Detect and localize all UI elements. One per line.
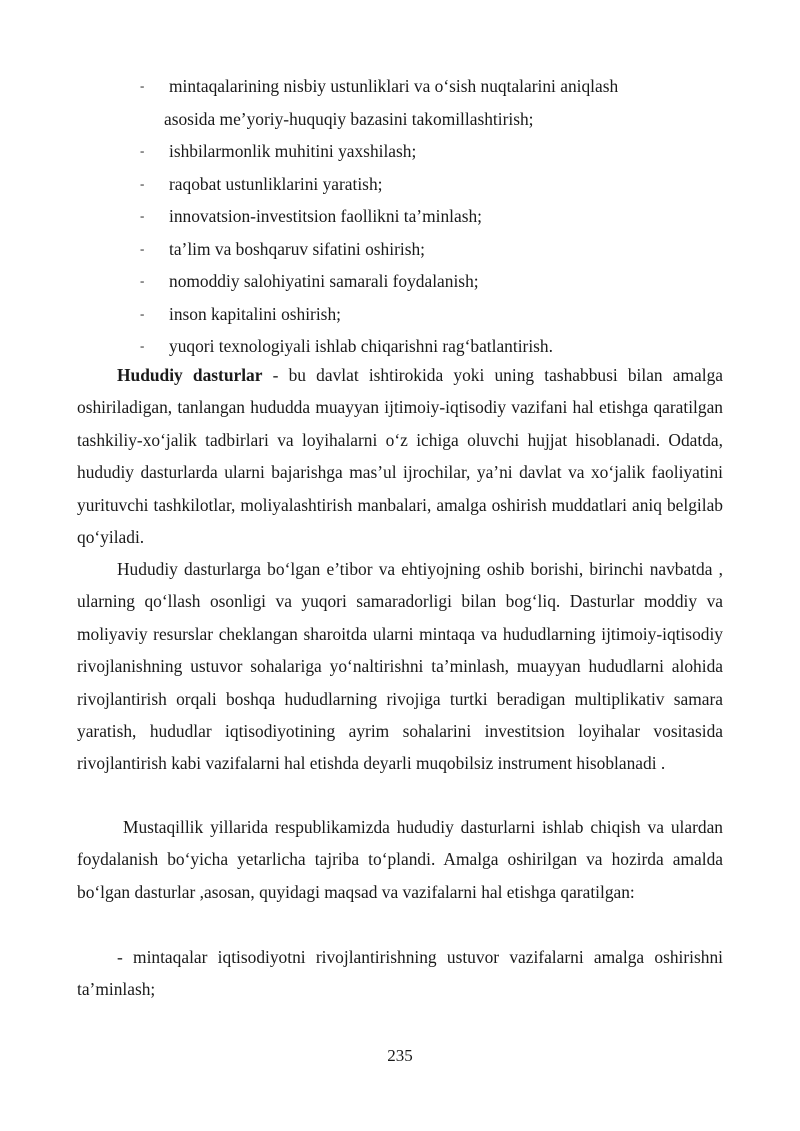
list-item [0, 265, 800, 298]
list-item-continuation [0, 103, 800, 136]
bullet-dash: - [140, 143, 145, 158]
body-paragraph: Mustaqillik yillarida respublikamizda hududiy dasturlarni ishlab chiqish va ulardan foydalanish bo‘yicha yetarlicha tajriba to‘plandi. Amalga oshirilgan va hozirda amalda bo‘lgan dasturlar ,asosan, quyidagi maqsad va vazifalarni hal etishga qaratilgan: [77, 817, 723, 902]
definition-text: - bu davlat ishtirokida yoki uning tashabbusi bilan amalga oshiriladigan, tanlangan hududda muayyan ijtimoiy-iqtisodiy vazifani hal etishga qaratilgan tashkiliy-xo‘jalik tadbirlari va loyihalarni o‘z ichiga oluvchi hujjat hisoblanadi. Odatda, hududiy dasturlarda ularni bajarishga mas’ul ijrochilar, ya’ni davlat va xo‘jalik faoliyatini yurituvchi tashkilotlar, moliyalashtirish manbalari, amalga oshirish muddatlari aniq belgilab qo‘yiladi. [77, 365, 724, 548]
bullet-text: nomoddiy salohiyatini samarali foydalanish; [169, 271, 479, 291]
bullet-text: mintaqalarining nisbiy ustunliklari va o‘sish nuqtalarini aniqlash [169, 76, 619, 96]
bullet-dash: - [140, 208, 145, 223]
page-number: 235 [387, 1046, 413, 1065]
bullet-dash: - [140, 78, 145, 93]
defined-term: Hududiy dasturlar [117, 365, 263, 385]
bullet-text: ishbilarmonlik muhitini yaxshilash; [169, 141, 417, 161]
bullet-dash: - [140, 175, 145, 191]
list-item [0, 330, 800, 363]
list-item [0, 135, 800, 168]
body-paragraph: Hududiy dasturlarga bo‘lgan e’tibor va ehtiyojning oshib borishi, birinchi navbatda , ularning qo‘llash osonligi va yuqori samaradorligi bilan bog‘liq. Dasturlar moddiy va moliyaviy resurslar cheklangan sharoitda ularni mintaqa va hududlarning ijtimoiy-iqtisodiy rivojlanishning ustuvor sohalariga yo‘naltirishni ta’minlash, muayyan hududlarni alohida rivojlantirish orqali boshqa hududlarning rivojiga turtki beradigan multiplikativ samara yaratish, hududlar iqtisodiyotining ayrim sohalarini investitsion loyihalar vositasida rivojlantirish kabi vazifalarni hal etishda deyarli muqobilsiz instrument hisoblanadi . [77, 559, 723, 774]
bullet-text: inson kapitalini oshirish; [169, 303, 341, 324]
list-item [0, 298, 800, 331]
bullet-dash: - [140, 273, 145, 288]
list-item [0, 70, 800, 103]
list-item [0, 200, 800, 233]
bullet-text: asosida me’yoriy-huquqiy bazasini takomillashtirish; [164, 108, 534, 129]
definition-paragraph [77, 359, 723, 553]
bullet-dash: - [140, 240, 145, 256]
bullet-list [0, 70, 800, 363]
list-item [0, 168, 800, 201]
list-paragraph: - mintaqalar iqtisodiyotni rivojlantirishning ustuvor vazifalarni amalga oshirishni ta’minlash; [77, 947, 723, 1000]
bullet-text: innovatsion-investitsion faollikni ta’minlash; [169, 206, 482, 226]
bullet-dash: - [140, 305, 145, 321]
bullet-dash: - [140, 338, 145, 353]
bullet-text: yuqori texnologiyali ishlab chiqarishni rag‘batlantirish. [169, 336, 553, 356]
bullet-text: ta’lim va boshqaruv sifatini oshirish; [169, 238, 425, 259]
bullet-text: raqobat ustunliklarini yaratish; [169, 173, 383, 194]
list-item [0, 233, 800, 266]
